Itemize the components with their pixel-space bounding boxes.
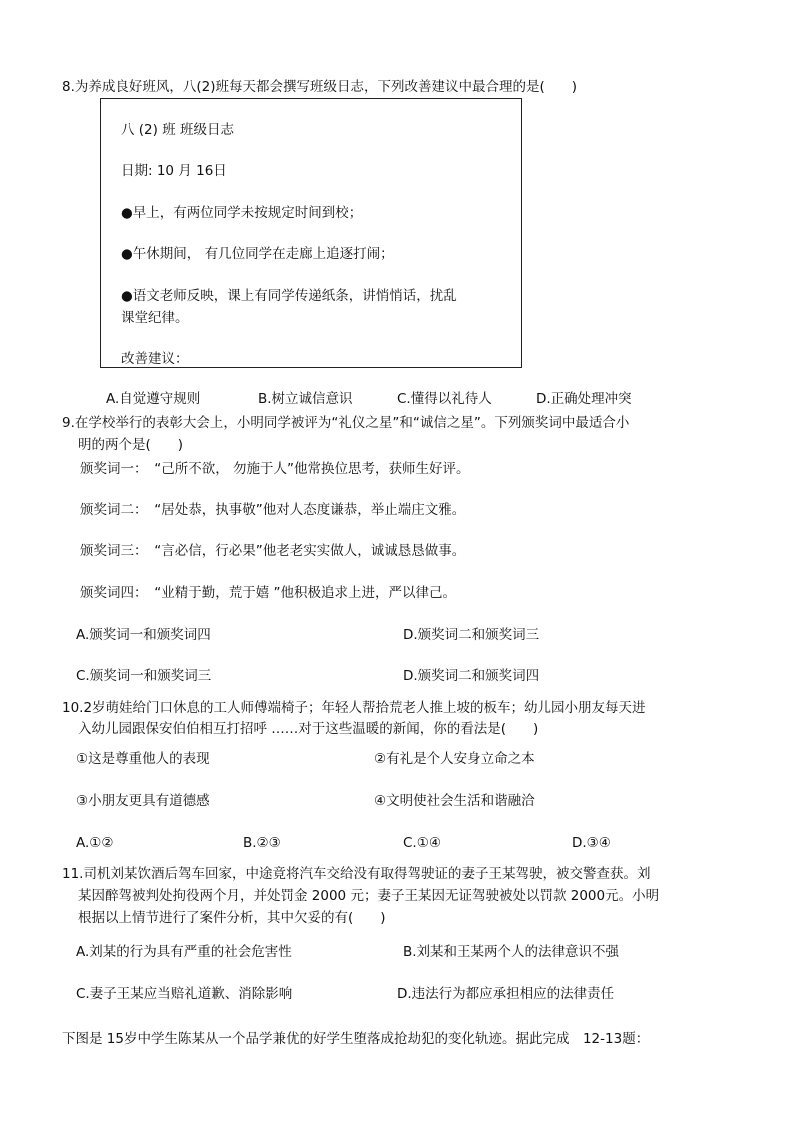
q10-option-a: A.①② <box>76 835 114 851</box>
q11-option-d: D.违法行为都应承担相应的法律责任 <box>397 986 615 1002</box>
q10-option-c: C.①④ <box>403 835 441 851</box>
q8-option-c: C.懂得以礼待人 <box>397 391 492 407</box>
q10-statement-3: ③小朋友更具有道德感 <box>76 793 210 809</box>
log-title: 八 (2) 班 班级日志 <box>121 122 234 138</box>
q9-option-3: C.颁奖词一和颁奖词三 <box>76 668 212 684</box>
log-item-3a: ●语文老师反映，课上有同学传递纸条，讲悄悄话，扰乱 <box>121 288 457 304</box>
q8-option-b: B.树立诚信意识 <box>258 391 353 407</box>
q11-option-a: A.刘某的行为具有严重的社会危害性 <box>76 944 292 960</box>
log-item-2: ●午休期间， 有几位同学在走廊上追逐打闹； <box>121 246 394 262</box>
q10-option-b: B.②③ <box>243 835 281 851</box>
class-log-box <box>100 98 522 368</box>
q10-option-d: D.③④ <box>572 835 611 851</box>
q8-option-d: D.正确处理冲突 <box>536 391 632 407</box>
q11-option-c: C.妻子王某应当赔礼道歉、消除影响 <box>76 986 293 1002</box>
q9-award-1: 颁奖词一： “己所不欲， 勿施于人”他常换位思考，获师生好评。 <box>80 461 470 477</box>
q10-statement-4: ④文明使社会生活和谐融洽 <box>374 793 535 809</box>
q10-statement-1: ①这是尊重他人的表现 <box>76 751 210 767</box>
q10-statement-2: ②有礼是个人安身立命之本 <box>374 751 535 767</box>
q10-stem-2: 入幼儿园跟保安伯伯相互打招呼 ……对于这些温暖的新闻，你的看法是( ) <box>78 721 539 737</box>
q9-stem-1: 9.在学校举行的表彰大会上，小明同学被评为“礼仪之星”和“诚信之星”。下列颁奖词中最适合小 <box>62 415 630 431</box>
q8-option-a: A.自觉遵守规则 <box>106 391 201 407</box>
q9-award-4: 颁奖词四： “业精于勤，荒于嬉 ”他积极追求上进，严以律己。 <box>80 585 457 601</box>
q11-stem-1: 11.司机刘某饮酒后驾车回家，中途竟将汽车交给没有取得驾驶证的妻子王某驾驶，被交警查获。刘 <box>62 866 651 882</box>
q9-award-3: 颁奖词三： “言必信，行必果”他老老实实做人，诚诚恳恳做事。 <box>80 543 466 559</box>
q11-stem-2: 某因醉驾被判处拘役两个月，并处罚金 2000 元；妻子王某因无证驾驶被处以罚款 2000元。小明 <box>78 888 660 904</box>
q9-option-1: A.颁奖词一和颁奖词四 <box>76 627 211 643</box>
log-suggest: 改善建议： <box>121 351 189 367</box>
log-item-3b: 课堂纪律。 <box>121 310 189 326</box>
q9-option-2: D.颁奖词二和颁奖词三 <box>403 627 540 643</box>
q9-option-4: D.颁奖词二和颁奖词四 <box>403 668 540 684</box>
q9-stem-2: 明的两个是( ) <box>78 437 184 453</box>
log-item-1: ●早上，有两位同学未按规定时间到校； <box>121 205 363 221</box>
q9-award-2: 颁奖词二： “居处恭，执事敬”他对人态度谦恭，举止端庄文雅。 <box>80 502 466 518</box>
log-date: 日期: 10 月 16日 <box>121 163 227 179</box>
q10-stem-1: 10.2岁萌娃给门口休息的工人师傅端椅子；年轻人帮拾荒老人推上坡的板车；幼儿园小朋友每天进 <box>62 700 646 716</box>
q8-stem: 8.为养成良好班风，八(2)班每天都会撰写班级日志，下列改善建议中最合理的是( ) <box>62 79 578 95</box>
q11-stem-3: 根据以上情节进行了案件分析，其中欠妥的有( ) <box>78 910 386 926</box>
q12-13-intro: 下图是 15岁中学生陈某从一个品学兼优的好学生堕落成抢劫犯的变化轨迹。据此完成 12-13题： <box>62 1031 650 1047</box>
q11-option-b: B.刘某和王某两个人的法律意识不强 <box>403 944 620 960</box>
